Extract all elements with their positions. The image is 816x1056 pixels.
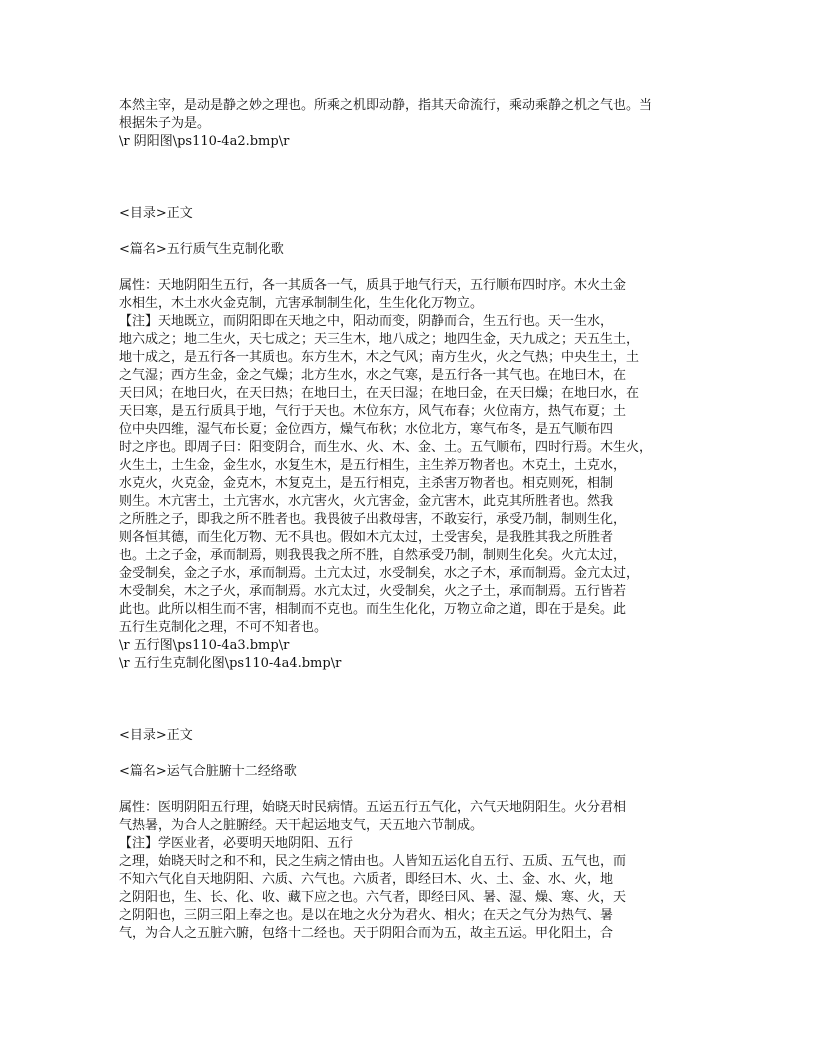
text-line: 也。土之子金，承而制焉，则我畏我之所不胜，自然承受乃制，制则生化矣。火亢太过，	[119, 548, 627, 563]
text-line: 火生土，土生金，金生水，水复生木，是五行相生，主生养万物者也。木克土，土克水，	[119, 458, 627, 473]
text-line: 水克火，火克金，金克木，木复克土，是五行相克，主杀害万物者也。相克则死，相制	[119, 476, 614, 491]
text-line: 时之序也。即周子曰：阳变阴合，而生水、火、木、金、土。五气顺布，四时行焉。木生火，	[119, 440, 653, 455]
image-reference: \r 五行图\ps110-4a3.bmp\r	[119, 638, 290, 653]
section-body	[119, 799, 699, 943]
section-title: <篇名>五行质气生克制化歌	[119, 242, 284, 257]
spacer	[119, 673, 699, 727]
intro-paragraph	[119, 97, 699, 151]
text-line: 根据朱子为是。	[119, 116, 211, 131]
text-line: 气热暑，为合人之脏腑经。天干起运地支气，天五地六节制成。	[119, 818, 484, 833]
text-line: 则各恒其德，而生化万物、无不具也。假如木亢太过，土受害矣，是我胜其我之所胜者	[119, 530, 614, 545]
text-line: 之所胜之子，即我之所不胜者也。我畏彼子出救母害，不敢妄行，承受乃制，制则生化，	[119, 512, 627, 527]
section-wuxing	[119, 205, 699, 673]
text-line: 天曰寒，是五行质具于地，气行于天也。木位东方，风气布春；火位南方，热气布夏；土	[119, 404, 627, 419]
catalog-label: <目录>正文	[119, 728, 193, 743]
section-yunqi	[119, 727, 699, 943]
text-line: 地十成之，是五行各一其质也。东方生木，木之气风；南方生火，火之气热；中央生土，土	[119, 350, 640, 365]
text-line: 则生。木亢害土，土亢害水，水亢害火，火亢害金，金亢害木，此克其所胜者也。然我	[119, 494, 614, 509]
text-line: 属性：医明阴阳五行理，始晓天时民病情。五运五行五气化，六气天地阴阳生。火分君相	[119, 800, 627, 815]
image-reference: \r 五行生克制化图\ps110-4a4.bmp\r	[119, 656, 342, 671]
text-line: 之气湿；西方生金，金之气燥；北方生水，水之气寒，是五行各一其气也。在地曰木，在	[119, 368, 627, 383]
text-line: 地六成之；地二生火，天七成之；天三生木，地八成之；地四生金，天九成之；天五生土，	[119, 332, 640, 347]
text-line: 五行生克制化之理，不可不知者也。	[119, 620, 328, 635]
text-line: 本然主宰，是动是静之妙之理也。所乘之机即动静，指其天命流行，乘动乘静之机之气也。当	[119, 98, 653, 113]
catalog-label: <目录>正文	[119, 206, 193, 221]
text-line: 之阴阳也，生、长、化、收、藏下应之也。六气者，即经曰风、暑、湿、燥、寒、火，天	[119, 890, 627, 905]
text-line: 不知六气化自天地阴阳、六质、六气也。六质者，即经曰木、火、土、金、水、火，地	[119, 872, 614, 887]
section-body	[119, 277, 699, 673]
text-line: 木受制矣，木之子火，承而制焉。水亢太过，火受制矣，火之子土，承而制焉。五行皆若	[119, 584, 627, 599]
text-line: 【注】学医业者，必要明天地阴阳、五行	[119, 836, 354, 851]
text-line: 此也。此所以相生而不害，相制而不克也。而生生化化，万物立命之道，即在于是矣。此	[119, 602, 627, 617]
text-line: 【注】天地既立，而阴阳即在天地之中，阳动而变，阴静而合，生五行也。天一生水，	[119, 314, 614, 329]
image-reference: \r 阴阳图\ps110-4a2.bmp\r	[119, 134, 290, 149]
text-line: 天曰风；在地曰火，在天曰热；在地曰土，在天曰湿；在地曰金，在天曰燥；在地曰水，在	[119, 386, 640, 401]
document-page	[119, 97, 699, 943]
text-line: 之阴阳也，三阴三阳上奉之也。是以在地之火分为君火、相火；在天之气分为热气、暑	[119, 908, 614, 923]
section-title: <篇名>运气合脏腑十二经络歌	[119, 764, 297, 779]
text-line: 属性：天地阴阳生五行，各一其质各一气，质具于地气行天，五行顺布四时序。木火土金	[119, 278, 627, 293]
text-line: 之理，始晓天时之和不和，民之生病之情由也。人皆知五运化自五行、五质、五气也，而	[119, 854, 627, 869]
text-line: 金受制矣，金之子水，承而制焉。土亢太过，水受制矣，水之子木，承而制焉。金亢太过，	[119, 566, 640, 581]
spacer	[119, 151, 699, 205]
text-line: 气，为合人之五脏六腑，包络十二经也。天于阴阳合而为五，故主五运。甲化阳土，合	[119, 926, 614, 941]
text-line: 位中央四维，湿气布长夏；金位西方，燥气布秋；水位北方，寒气布冬，是五气顺布四	[119, 422, 614, 437]
text-line: 水相生，木土水火金克制，亢害承制制生化，生生化化万物立。	[119, 296, 484, 311]
